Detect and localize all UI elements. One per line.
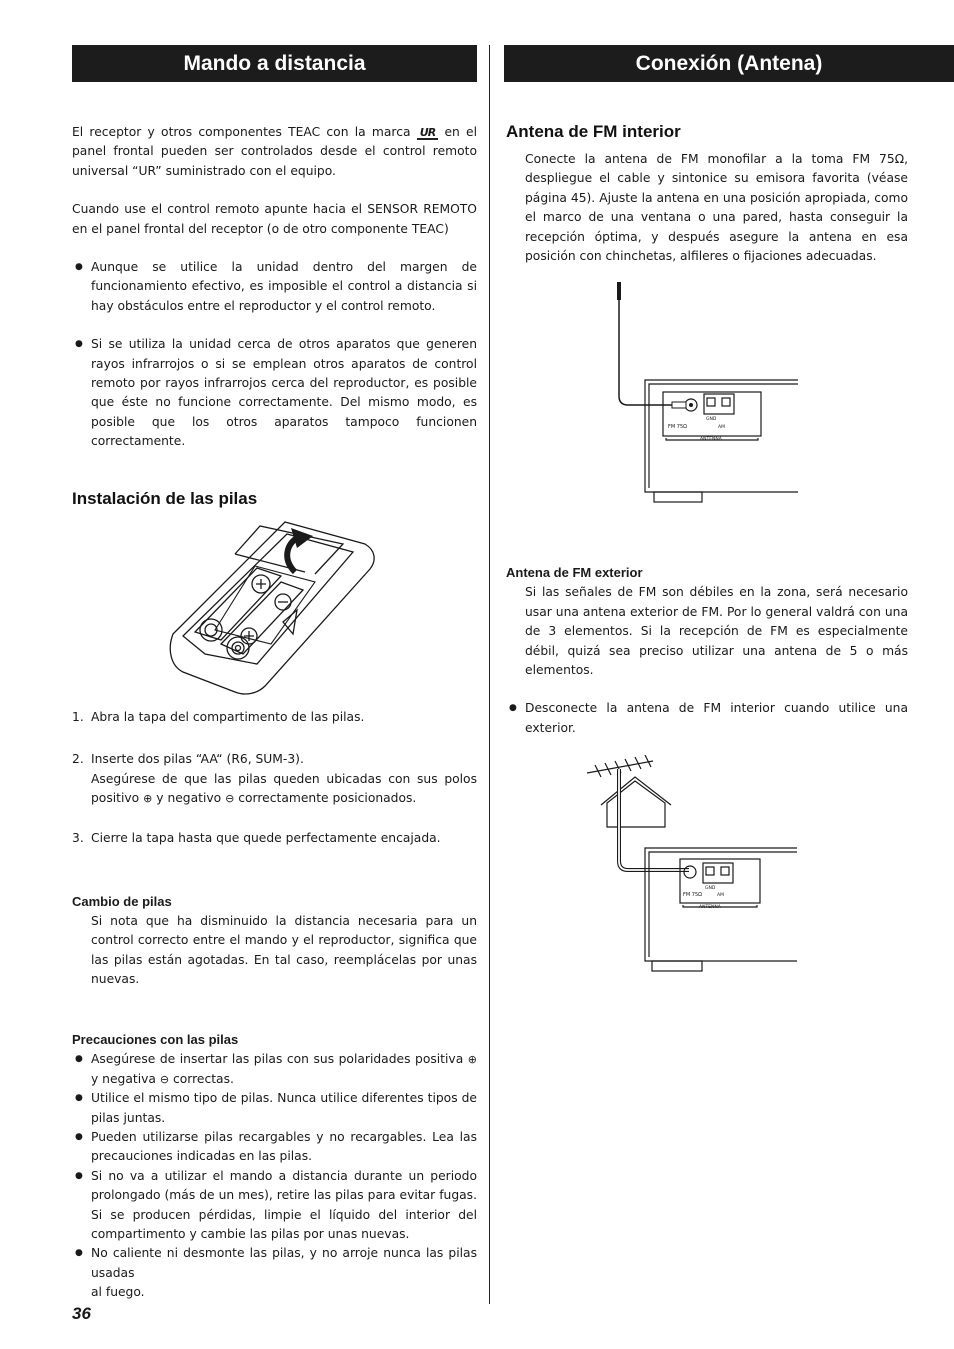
page-number: 36 (72, 1304, 91, 1323)
step-text: Inserte dos pilas “AA“ (R6, SUM-3). (91, 752, 304, 767)
usage-paragraph: Cuando use el control remoto apunte hacia el SENSOR REMOTO en el panel frontal del receptor (o de otro componente TEAC) (72, 202, 477, 236)
precaution-text-c: correctas. (173, 1071, 234, 1086)
note-item: ● Si se utiliza la unidad cerca de otros aparatos que generen rayos infrarrojos o si se emplean otros aparatos de control remoto por rayos infrarrojos cerca del reproductor, es posible que éste no funcione correctamente. Del mismo modo, es posible que los otros aparatos tampoco funcionen correctamente. (72, 335, 477, 451)
step-2-detail-c: correctamente posicionados. (238, 790, 417, 805)
step-number: 3. (72, 831, 84, 846)
indoor-antenna-title: Antena de FM interior (506, 122, 681, 141)
column-divider (489, 45, 490, 1304)
precaution-item (72, 1050, 477, 1089)
install-title: Instalación de las pilas (72, 488, 258, 508)
precaution-text-a: Asegúrese de insertar las pilas con sus polaridades positiva (91, 1052, 464, 1067)
precaution-text-a: No caliente ni desmonte las pilas, y no arroje nunca las pilas usadas (91, 1246, 477, 1280)
step-number: 1. (72, 709, 84, 724)
precaution-item: ● Si no va a utilizar el mando a distancia durante un periodo prolongado (más de un mes), retire las pilas para evitar fugas. Si se producen pérdidas, limpie el líquido del interior del compartimento y cambie las pilas por unas nuevas. (72, 1167, 477, 1245)
indoor-antenna-text: Conecte la antena de FM monofilar a la toma FM 75Ω, despliegue el cable y sintonice su emisora favorita (véase página 45). Ajuste la antena en una posición apropiada, como el marco de una ventana o una pared, hasta conseguir la recepción óptima, y después asegure la antena en esa posición con chinchetas, alfileres o fijaciones adecuadas. (525, 152, 908, 264)
section-title-remote: Mando a distancia (72, 45, 477, 82)
step-2-detail-b: y negativo (156, 790, 222, 805)
antenna-label: ANTENNA (700, 437, 722, 442)
plus-icon: ⊕ (143, 791, 153, 805)
plus-icon: ⊕ (467, 1053, 477, 1067)
precautions-title: Precauciones con las pilas (72, 1032, 239, 1048)
precaution-text-b: y negativa (91, 1071, 156, 1086)
section-title-antenna: Conexión (Antena) (504, 45, 954, 82)
precaution-item: ● Pueden utilizarse pilas recargables y no recargables. Lea las precauciones indicadas en las pilas. (72, 1128, 477, 1167)
intro-paragraph (72, 123, 477, 181)
outdoor-antenna-diagram (585, 755, 800, 975)
antenna-label: ANTENNA (699, 905, 721, 910)
outdoor-note: ● Desconecte la antena de FM interior cuando utilice una exterior. (506, 699, 908, 738)
step-2-detail (72, 770, 477, 809)
precaution-item: ● Utilice el mismo tipo de pilas. Nunca utilice diferentes tipos de pilas juntas. (72, 1089, 477, 1128)
step-number: 2. (72, 752, 84, 767)
fm-label: FM 75Ω (668, 424, 687, 430)
remote-control-column (72, 123, 477, 1303)
step-2 (72, 750, 477, 769)
precaution-item (72, 1244, 477, 1302)
outdoor-antenna-title: Antena de FM exterior (506, 565, 643, 581)
replace-text: Si nota que ha disminuido la distancia necesaria para un control correcto entre el mando y el reproductor, significa que las pilas están agotadas. En tal caso, reemplácelas por unas nuevas. (91, 913, 477, 986)
step-1 (72, 708, 477, 727)
fm-label: FM 75Ω (683, 892, 702, 898)
indoor-antenna-diagram (600, 278, 800, 506)
note-item: ● Aunque se utilice la unidad dentro del margen de funcionamiento efectivo, es imposible el control a distancia si hay obstáculos entre el reproductor y el control remoto. (72, 258, 477, 316)
gnd-label: GND (706, 417, 717, 422)
gnd-label: GND (705, 886, 716, 891)
am-label: AM (718, 425, 725, 430)
outdoor-antenna-text: Si las señales de FM son débiles en la zona, será necesario usar una antena exterior de FM. Por lo general valdrá con una de 3 elementos. Si la recepción de FM es especialmente débil, quizá sea preciso utilizar una antena de 5 o más elementos. (525, 585, 908, 678)
step-text: Cierre la tapa hasta que quede perfectamente encajada. (91, 831, 441, 846)
battery-install-illustration (165, 514, 380, 696)
precaution-text-b: al fuego. (91, 1285, 145, 1300)
replace-title: Cambio de pilas (72, 893, 172, 909)
step-text: Abra la tapa del compartimento de las pilas. (91, 709, 365, 724)
minus-icon: ⊖ (225, 791, 235, 805)
intro-text-a: El receptor y otros componentes TEAC con la marca (72, 125, 411, 139)
ur-logo: UR (417, 127, 438, 140)
intro-text-b: en el panel frontal pueden ser controlados desde el control remoto universal “UR” suministrado con el equipo. (72, 125, 478, 178)
minus-icon: ⊖ (159, 1072, 170, 1086)
step-3 (72, 829, 477, 848)
step-2-detail-a: Asegúrese de que las pilas queden ubicadas con sus polos positivo (91, 771, 477, 805)
am-label: AM (717, 893, 724, 898)
